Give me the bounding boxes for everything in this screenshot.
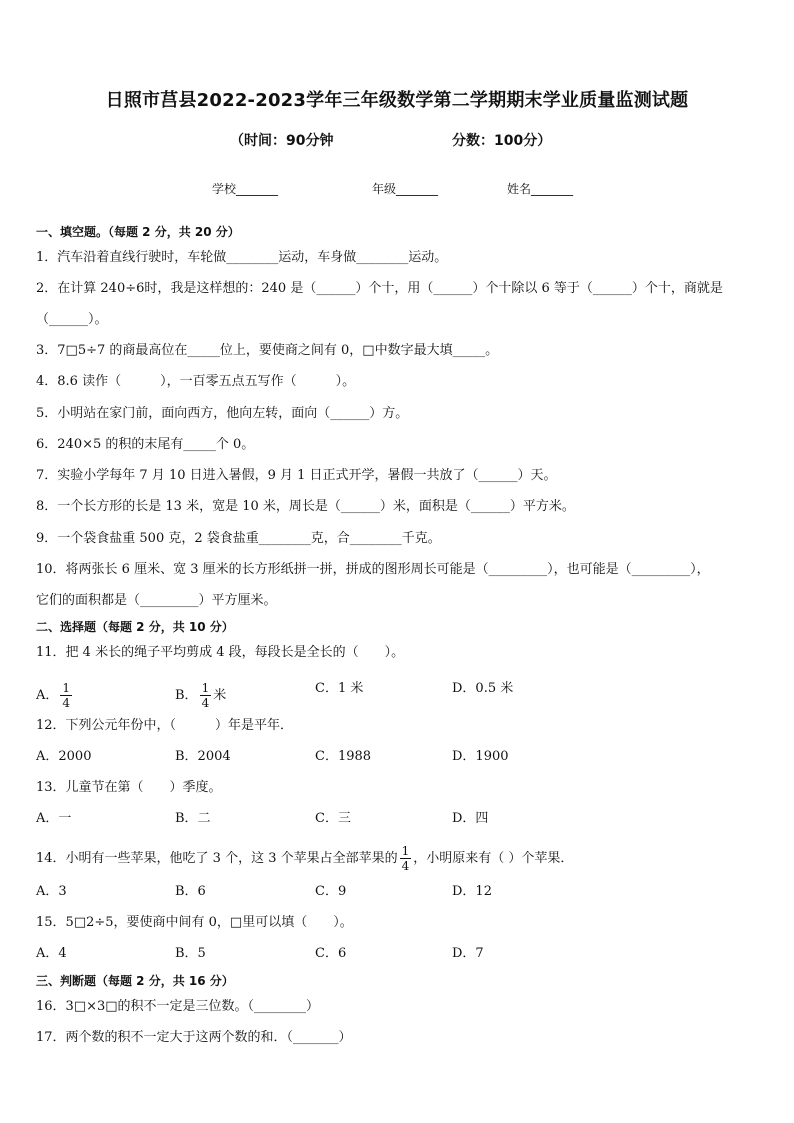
exam-title: 日照市莒县2022-2023学年三年级数学第二学期期末学业质量监测试题 xyxy=(105,90,689,111)
question-2-line-2: （______）。 xyxy=(36,312,108,327)
q13-option-a: A．一 xyxy=(36,811,72,826)
exam-time: （时间：90分钟 xyxy=(230,133,334,149)
q11-option-d: D．0.5 米 xyxy=(452,681,514,696)
q13-option-b: B．二 xyxy=(175,811,211,826)
section-heading-choice: 二、选择题（每题 2 分，共 10 分） xyxy=(36,620,234,634)
section-heading-fill: 一、填空题。（每题 2 分，共 20 分） xyxy=(36,225,240,239)
q11-option-b: B． $\frac{1}{4}$ 米 xyxy=(175,681,227,710)
question-9: 9．一个袋食盐重 500 克，2 袋食盐重________克，合________千克。 xyxy=(36,531,441,546)
q15-option-b: B．5 xyxy=(175,946,206,961)
question-5: 5．小明站在家门前，面向西方，他向左转，面向（______）方。 xyxy=(36,406,409,421)
q15-option-a: A．4 xyxy=(36,946,67,961)
section-heading-judge: 三、判断题（每题 2 分，共 16 分） xyxy=(36,974,234,988)
school-field: 学校_______ xyxy=(212,182,279,196)
question-10-line-2: 它们的面积都是（_________）平方厘米。 xyxy=(36,593,277,608)
question-13: 13．儿童节在第（ ）季度。 xyxy=(36,780,222,795)
question-6: 6．240×5 的积的末尾有_____个 0。 xyxy=(36,437,255,452)
q14-option-c: C．9 xyxy=(315,884,347,899)
question-3: 3．7□5÷7 的商最高位在_____位上，要使商之间有 0，□中数字最大填_____。 xyxy=(36,343,499,358)
question-7: 7．实验小学每年 7 月 10 日进入暑假，9 月 1 日正式开学，暑假一共放了（______）天。 xyxy=(36,468,557,483)
question-2-line-1: 2．在计算 240÷6时，我是这样想的：240 是（______）个十，用（______）个十除以 6 等于（______）个十，商就是 xyxy=(36,281,723,296)
question-8: 8．一个长方形的长是 13 米，宽是 10 米，周长是（______）米，面积是（______）平方米。 xyxy=(36,499,575,514)
grade-field: 年级_______ xyxy=(372,182,439,196)
question-15: 15．5□2÷5，要使商中间有 0，□里可以填（ ）。 xyxy=(36,915,353,930)
exam-score: 分数：100分） xyxy=(452,133,552,149)
fraction-one-quarter: $\frac{1}{4}$ xyxy=(62,681,71,710)
question-12: 12．下列公元年份中，（ ）年是平年． xyxy=(36,718,294,733)
q12-option-d: D．1900 xyxy=(452,749,509,764)
question-4: 4．8.6 读作（ ），一百零五点五写作（ ）。 xyxy=(36,374,356,389)
q11-option-c: C．1 米 xyxy=(315,681,364,696)
question-10-line-1: 10．将两张长 6 厘米、宽 3 厘米的长方形纸拼一拼，拼成的图形周长可能是（_________），也可能是（_________）， xyxy=(36,562,710,577)
question-14: 14．小明有一些苹果，他吃了 3 个，这 3 个苹果占全部苹果的 $\frac{1}{4}$ ，小明原来有（ ）个苹果． xyxy=(36,844,574,873)
question-1: 1．汽车沿着直线行驶时，车轮做________运动，车身做________运动。 xyxy=(36,250,448,265)
q12-option-b: B．2004 xyxy=(175,749,231,764)
fraction-one-quarter: $\frac{1}{4}$ xyxy=(401,844,410,873)
fraction-one-quarter: $\frac{1}{4}$ xyxy=(201,681,210,710)
question-16: 16．3□×3□的积不一定是三位数。（________） xyxy=(36,999,320,1014)
question-11: 11．把 4 米长的绳子平均剪成 4 段，每段长是全长的（ ）。 xyxy=(36,645,405,660)
q15-option-d: D．7 xyxy=(452,946,484,961)
q14-option-d: D．12 xyxy=(452,884,492,899)
q14-option-a: A．3 xyxy=(36,884,67,899)
q11-option-a: A． $\frac{1}{4}$ xyxy=(36,681,71,710)
name-field: 姓名_______ xyxy=(507,182,574,196)
q13-option-c: C．三 xyxy=(315,811,351,826)
q12-option-c: C．1988 xyxy=(315,749,372,764)
question-17: 17．两个数的积不一定大于这两个数的和．（_______） xyxy=(36,1030,352,1045)
q14-option-b: B．6 xyxy=(175,884,206,899)
q12-option-a: A．2000 xyxy=(36,749,92,764)
q15-option-c: C．6 xyxy=(315,946,347,961)
q13-option-d: D．四 xyxy=(452,811,489,826)
